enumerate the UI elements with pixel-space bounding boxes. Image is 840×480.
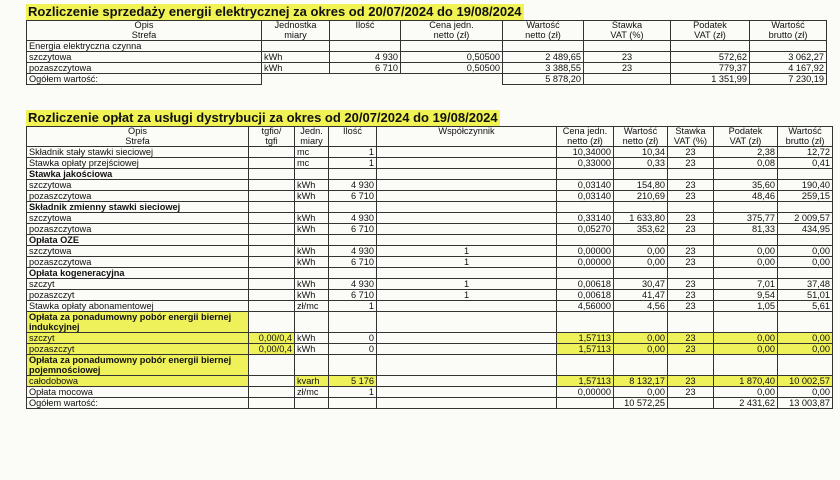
empty-cell <box>614 169 668 180</box>
total-gross-value: 7 230,19 <box>750 74 827 85</box>
table-header-row <box>27 127 833 147</box>
net-value-cell: 30,47 <box>614 279 668 290</box>
net-value-cell: 10,34 <box>614 147 668 158</box>
empty-cell <box>778 312 833 333</box>
row-label: Składnik stały stawki sieciowej <box>27 147 249 158</box>
coefficient-cell <box>377 387 557 398</box>
gross-value-cell: 3 062,27 <box>750 52 827 63</box>
unit-cell: kWh <box>262 63 330 74</box>
vat-amount-cell: 48,46 <box>714 191 778 202</box>
empty-cell <box>295 268 329 279</box>
table-row <box>27 344 833 355</box>
coefficient-cell <box>377 180 557 191</box>
unit-cell: kvarh <box>295 376 329 387</box>
col-header-vat-rate: Stawka VAT (%) <box>668 127 714 147</box>
quantity-cell: 1 <box>329 387 377 398</box>
empty-cell <box>377 268 557 279</box>
empty-cell <box>249 355 295 376</box>
unit-price-cell: 0,00618 <box>557 290 614 301</box>
empty-cell <box>778 202 833 213</box>
tgfi-cell <box>249 387 295 398</box>
table-row <box>27 376 833 387</box>
empty-cell <box>778 268 833 279</box>
empty-cell <box>329 169 377 180</box>
empty-cell <box>714 235 778 246</box>
table-row <box>27 301 833 312</box>
empty-cell <box>295 169 329 180</box>
table-row <box>27 312 833 333</box>
net-value-cell: 0,00 <box>614 344 668 355</box>
net-value-cell: 154,80 <box>614 180 668 191</box>
coefficient-cell: 1 <box>377 279 557 290</box>
net-value-cell: 4,56 <box>614 301 668 312</box>
unit-cell: kWh <box>295 191 329 202</box>
vat-amount-cell: 0,00 <box>714 333 778 344</box>
col-header-quantity: Ilość <box>329 127 377 147</box>
col-header-unit-price: Cena jedn. netto (zł) <box>557 127 614 147</box>
quantity-cell: 6 710 <box>329 290 377 301</box>
empty-cell <box>557 355 614 376</box>
section-label: Opłata za ponadumowny pobór energii biernej indukcyjnej <box>27 312 249 333</box>
gross-value-cell: 0,00 <box>778 387 833 398</box>
row-label: pozaszczytowa <box>27 257 249 268</box>
section-label: Opłata kogeneracyjna <box>27 268 249 279</box>
unit-cell: kWh <box>295 213 329 224</box>
row-label: Opłata mocowa <box>27 387 249 398</box>
net-value-cell: 0,00 <box>614 387 668 398</box>
vat-rate-cell: 23 <box>668 257 714 268</box>
tgfi-cell <box>249 224 295 235</box>
row-label: szczytowa <box>27 213 249 224</box>
table-row <box>27 387 833 398</box>
vat-amount-cell: 779,37 <box>671 63 750 74</box>
empty-cell <box>668 235 714 246</box>
tgfi-cell <box>249 213 295 224</box>
empty-cell <box>295 312 329 333</box>
quantity-cell: 4 930 <box>329 246 377 257</box>
empty-cell <box>249 169 295 180</box>
gross-value-cell: 434,95 <box>778 224 833 235</box>
table-row <box>27 147 833 158</box>
empty-cell <box>614 235 668 246</box>
empty-cell <box>614 355 668 376</box>
quantity-cell: 6 710 <box>330 63 401 74</box>
distribution-section-title: Rozliczenie opłat za usługi dystrybucji za okres od 20/07/2024 do 19/08/2024 <box>28 110 498 125</box>
table-total-row <box>27 74 827 85</box>
empty-cell <box>557 169 614 180</box>
vat-rate-cell: 23 <box>668 246 714 257</box>
tgfi-cell <box>249 180 295 191</box>
net-value-cell: 0,00 <box>614 333 668 344</box>
empty-cell <box>295 355 329 376</box>
net-value-cell: 210,69 <box>614 191 668 202</box>
col-header-tgfi: tgfio/ tgfi <box>249 127 295 147</box>
vat-rate-cell: 23 <box>584 52 671 63</box>
net-value-cell: 0,33 <box>614 158 668 169</box>
total-label: Ogółem wartość: <box>27 74 262 85</box>
col-header-unit: Jednostka miary <box>262 21 330 41</box>
vat-rate-cell: 23 <box>668 180 714 191</box>
vat-amount-cell: 2,38 <box>714 147 778 158</box>
section-label: Opłata OZE <box>27 235 249 246</box>
table-row <box>27 63 827 74</box>
row-label: szczytowa <box>27 180 249 191</box>
vat-rate-cell: 23 <box>668 224 714 235</box>
row-label: szczytowa <box>27 246 249 257</box>
table-row <box>27 355 833 376</box>
col-header-quantity: Ilość <box>330 21 401 41</box>
empty-cell <box>377 312 557 333</box>
empty-cell <box>668 202 714 213</box>
vat-amount-cell: 35,60 <box>714 180 778 191</box>
quantity-cell: 5 176 <box>329 376 377 387</box>
unit-cell: kWh <box>295 180 329 191</box>
col-header-opis: Opis Strefa <box>27 21 262 41</box>
table-total-row <box>27 398 833 409</box>
sales-section-title: Rozliczenie sprzedaży energii elektrycznej za okres od 20/07/2024 do 19/08/2024 <box>28 4 522 19</box>
vat-rate-cell: 23 <box>668 333 714 344</box>
row-label: Stawka opłaty abonamentowej <box>27 301 249 312</box>
unit-price-cell: 0,03140 <box>557 191 614 202</box>
empty-cell <box>377 355 557 376</box>
row-label: Stawka opłaty przejściowej <box>27 158 249 169</box>
unit-cell: kWh <box>295 333 329 344</box>
empty-cell <box>329 235 377 246</box>
unit-cell: kWh <box>295 290 329 301</box>
gross-value-cell: 0,00 <box>778 257 833 268</box>
empty-cell <box>614 268 668 279</box>
tgfi-cell: 0,00/0,4 <box>249 333 295 344</box>
quantity-cell: 1 <box>329 301 377 312</box>
coefficient-cell <box>377 376 557 387</box>
net-value-cell: 3 388,55 <box>503 63 584 74</box>
table-row <box>27 279 833 290</box>
vat-amount-cell: 375,77 <box>714 213 778 224</box>
tgfi-cell <box>249 158 295 169</box>
vat-rate-cell: 23 <box>668 301 714 312</box>
empty-cell <box>714 268 778 279</box>
col-header-net-value: Wartość netto (zł) <box>614 127 668 147</box>
distribution-fees-table <box>26 126 833 409</box>
vat-amount-cell: 0,00 <box>714 387 778 398</box>
unit-price-cell: 0,00000 <box>557 387 614 398</box>
coefficient-cell: 1 <box>377 257 557 268</box>
gross-value-cell: 10 002,57 <box>778 376 833 387</box>
vat-amount-cell: 1 870,40 <box>714 376 778 387</box>
vat-rate-cell: 23 <box>668 147 714 158</box>
col-header-unit-price: Cena jedn. netto (zł) <box>401 21 503 41</box>
unit-price-cell: 0,00618 <box>557 279 614 290</box>
unit-cell: kWh <box>295 344 329 355</box>
energy-sales-table <box>26 20 827 85</box>
table-row <box>27 268 833 279</box>
coefficient-cell <box>377 344 557 355</box>
quantity-cell: 1 <box>329 147 377 158</box>
row-label: szczyt <box>27 333 249 344</box>
table-row <box>27 169 833 180</box>
coefficient-cell <box>377 147 557 158</box>
empty-cell <box>329 202 377 213</box>
unit-price-cell: 1,57113 <box>557 333 614 344</box>
quantity-cell: 6 710 <box>329 257 377 268</box>
net-value-cell: 0,00 <box>614 257 668 268</box>
row-label: całodobowa <box>27 376 249 387</box>
vat-rate-cell: 23 <box>668 344 714 355</box>
coefficient-cell <box>377 301 557 312</box>
row-label: pozaszczyt <box>27 290 249 301</box>
total-net-value: 10 572,25 <box>614 398 668 409</box>
empty-cell <box>668 169 714 180</box>
tgfi-cell <box>249 376 295 387</box>
empty-cell <box>377 169 557 180</box>
table-row <box>27 290 833 301</box>
total-net-value: 5 878,20 <box>503 74 584 85</box>
quantity-cell: 0 <box>329 344 377 355</box>
net-value-cell: 2 489,65 <box>503 52 584 63</box>
net-value-cell: 1 633,80 <box>614 213 668 224</box>
row-label: pozaszczytowa <box>27 63 262 74</box>
tgfi-cell <box>249 279 295 290</box>
empty-cell <box>614 202 668 213</box>
empty-cell <box>377 235 557 246</box>
unit-price-cell: 0,00000 <box>557 246 614 257</box>
coefficient-cell: 1 <box>377 246 557 257</box>
vat-amount-cell: 0,00 <box>714 344 778 355</box>
empty-cell <box>668 268 714 279</box>
empty-cell <box>329 268 377 279</box>
col-header-opis: Opis Strefa <box>27 127 249 147</box>
tgfi-cell <box>249 191 295 202</box>
row-label: pozaszczytowa <box>27 191 249 202</box>
vat-amount-cell: 7,01 <box>714 279 778 290</box>
tgfi-cell <box>249 257 295 268</box>
coefficient-cell <box>377 333 557 344</box>
empty-cell <box>249 268 295 279</box>
unit-price-cell: 0,33000 <box>557 158 614 169</box>
total-vat-amount: 1 351,99 <box>671 74 750 85</box>
gross-value-cell: 4 167,92 <box>750 63 827 74</box>
total-label: Ogółem wartość: <box>27 398 249 409</box>
tgfi-cell <box>249 147 295 158</box>
gross-value-cell: 2 009,57 <box>778 213 833 224</box>
unit-cell: zł/mc <box>295 301 329 312</box>
empty-cell <box>329 312 377 333</box>
tgfi-cell: 0,00/0,4 <box>249 344 295 355</box>
vat-rate-cell: 23 <box>668 376 714 387</box>
empty-cell <box>668 312 714 333</box>
quantity-cell: 4 930 <box>330 52 401 63</box>
col-header-gross-value: Wartość brutto (zł) <box>750 21 827 41</box>
coefficient-cell <box>377 158 557 169</box>
empty-cell <box>714 355 778 376</box>
empty-cell <box>614 312 668 333</box>
col-header-vat-amount: Podatek VAT (zł) <box>714 127 778 147</box>
unit-cell: kWh <box>295 246 329 257</box>
table-row <box>27 202 833 213</box>
unit-price-cell: 1,57113 <box>557 376 614 387</box>
unit-price-cell: 0,50500 <box>401 52 503 63</box>
net-value-cell: 0,00 <box>614 246 668 257</box>
coefficient-cell <box>377 224 557 235</box>
table-row <box>27 224 833 235</box>
vat-rate-cell: 23 <box>668 290 714 301</box>
empty-cell <box>249 235 295 246</box>
quantity-cell: 4 930 <box>329 213 377 224</box>
table-row <box>27 180 833 191</box>
unit-cell: mc <box>295 158 329 169</box>
vat-rate-cell: 23 <box>668 213 714 224</box>
quantity-cell: 4 930 <box>329 279 377 290</box>
vat-amount-cell: 0,08 <box>714 158 778 169</box>
row-label: szczytowa <box>27 52 262 63</box>
coefficient-cell <box>377 213 557 224</box>
empty-cell <box>249 202 295 213</box>
empty-cell <box>557 235 614 246</box>
quantity-cell: 0 <box>329 333 377 344</box>
total-gross-value: 13 003,87 <box>778 398 833 409</box>
table-row <box>27 213 833 224</box>
coefficient-cell <box>377 191 557 202</box>
quantity-cell: 6 710 <box>329 224 377 235</box>
row-label: pozaszczytowa <box>27 224 249 235</box>
table-row <box>27 158 833 169</box>
vat-amount-cell: 9,54 <box>714 290 778 301</box>
gross-value-cell: 51,01 <box>778 290 833 301</box>
unit-cell: zł/mc <box>295 387 329 398</box>
section-label: Stawka jakościowa <box>27 169 249 180</box>
empty-cell <box>557 268 614 279</box>
tgfi-cell <box>249 290 295 301</box>
table-row <box>27 257 833 268</box>
row-label: pozaszczyt <box>27 344 249 355</box>
col-header-gross-value: Wartość brutto (zł) <box>778 127 833 147</box>
unit-price-cell: 4,56000 <box>557 301 614 312</box>
unit-cell: kWh <box>295 257 329 268</box>
gross-value-cell: 5,61 <box>778 301 833 312</box>
empty-cell <box>557 202 614 213</box>
unit-cell: mc <box>295 147 329 158</box>
coefficient-cell: 1 <box>377 290 557 301</box>
vat-rate-cell: 23 <box>668 279 714 290</box>
empty-cell <box>295 235 329 246</box>
net-value-cell: 41,47 <box>614 290 668 301</box>
unit-cell: kWh <box>295 279 329 290</box>
empty-cell <box>714 312 778 333</box>
row-label: szczyt <box>27 279 249 290</box>
quantity-cell: 6 710 <box>329 191 377 202</box>
table-row <box>27 191 833 202</box>
empty-cell <box>249 312 295 333</box>
unit-price-cell: 0,00000 <box>557 257 614 268</box>
section-label: Opłata za ponadumowny pobór energii biernej pojemnościowej <box>27 355 249 376</box>
section-label: Składnik zmienny stawki sieciowej <box>27 202 249 213</box>
net-value-cell: 8 132,17 <box>614 376 668 387</box>
col-header-net-value: Wartość netto (zł) <box>503 21 584 41</box>
col-header-vat-rate: Stawka VAT (%) <box>584 21 671 41</box>
table-row <box>27 333 833 344</box>
gross-value-cell: 0,41 <box>778 158 833 169</box>
table-row <box>27 246 833 257</box>
vat-rate-cell: 23 <box>668 387 714 398</box>
empty-cell <box>778 355 833 376</box>
gross-value-cell: 190,40 <box>778 180 833 191</box>
empty-cell <box>557 312 614 333</box>
tgfi-cell <box>249 301 295 312</box>
table-row <box>27 235 833 246</box>
gross-value-cell: 37,48 <box>778 279 833 290</box>
unit-price-cell: 0,05270 <box>557 224 614 235</box>
gross-value-cell: 0,00 <box>778 246 833 257</box>
vat-rate-cell: 23 <box>668 191 714 202</box>
unit-cell: kWh <box>295 224 329 235</box>
col-header-vat-amount: Podatek VAT (zł) <box>671 21 750 41</box>
quantity-cell: 1 <box>329 158 377 169</box>
vat-rate-cell: 23 <box>584 63 671 74</box>
gross-value-cell: 0,00 <box>778 344 833 355</box>
empty-cell <box>377 202 557 213</box>
vat-rate-cell: 23 <box>668 158 714 169</box>
empty-cell <box>329 355 377 376</box>
section-label: Energia elektryczna czynna <box>27 41 262 52</box>
table-section-row <box>27 41 827 52</box>
table-row <box>27 52 827 63</box>
unit-price-cell: 0,50500 <box>401 63 503 74</box>
gross-value-cell: 259,15 <box>778 191 833 202</box>
empty-cell <box>295 202 329 213</box>
empty-cell <box>778 169 833 180</box>
empty-cell <box>714 169 778 180</box>
quantity-cell: 4 930 <box>329 180 377 191</box>
vat-amount-cell: 0,00 <box>714 257 778 268</box>
empty-cell <box>714 202 778 213</box>
unit-price-cell: 0,33140 <box>557 213 614 224</box>
unit-price-cell: 10,34000 <box>557 147 614 158</box>
vat-amount-cell: 0,00 <box>714 246 778 257</box>
unit-price-cell: 1,57113 <box>557 344 614 355</box>
total-vat-amount: 2 431,62 <box>714 398 778 409</box>
gross-value-cell: 12,72 <box>778 147 833 158</box>
col-header-unit: Jedn. miary <box>295 127 329 147</box>
empty-cell <box>778 235 833 246</box>
tgfi-cell <box>249 246 295 257</box>
table-header-row <box>27 21 827 41</box>
col-header-coefficient: Współczynnik <box>377 127 557 147</box>
net-value-cell: 353,62 <box>614 224 668 235</box>
unit-cell: kWh <box>262 52 330 63</box>
unit-price-cell: 0,03140 <box>557 180 614 191</box>
vat-amount-cell: 81,33 <box>714 224 778 235</box>
vat-amount-cell: 572,62 <box>671 52 750 63</box>
empty-cell <box>668 355 714 376</box>
vat-amount-cell: 1,05 <box>714 301 778 312</box>
gross-value-cell: 0,00 <box>778 333 833 344</box>
